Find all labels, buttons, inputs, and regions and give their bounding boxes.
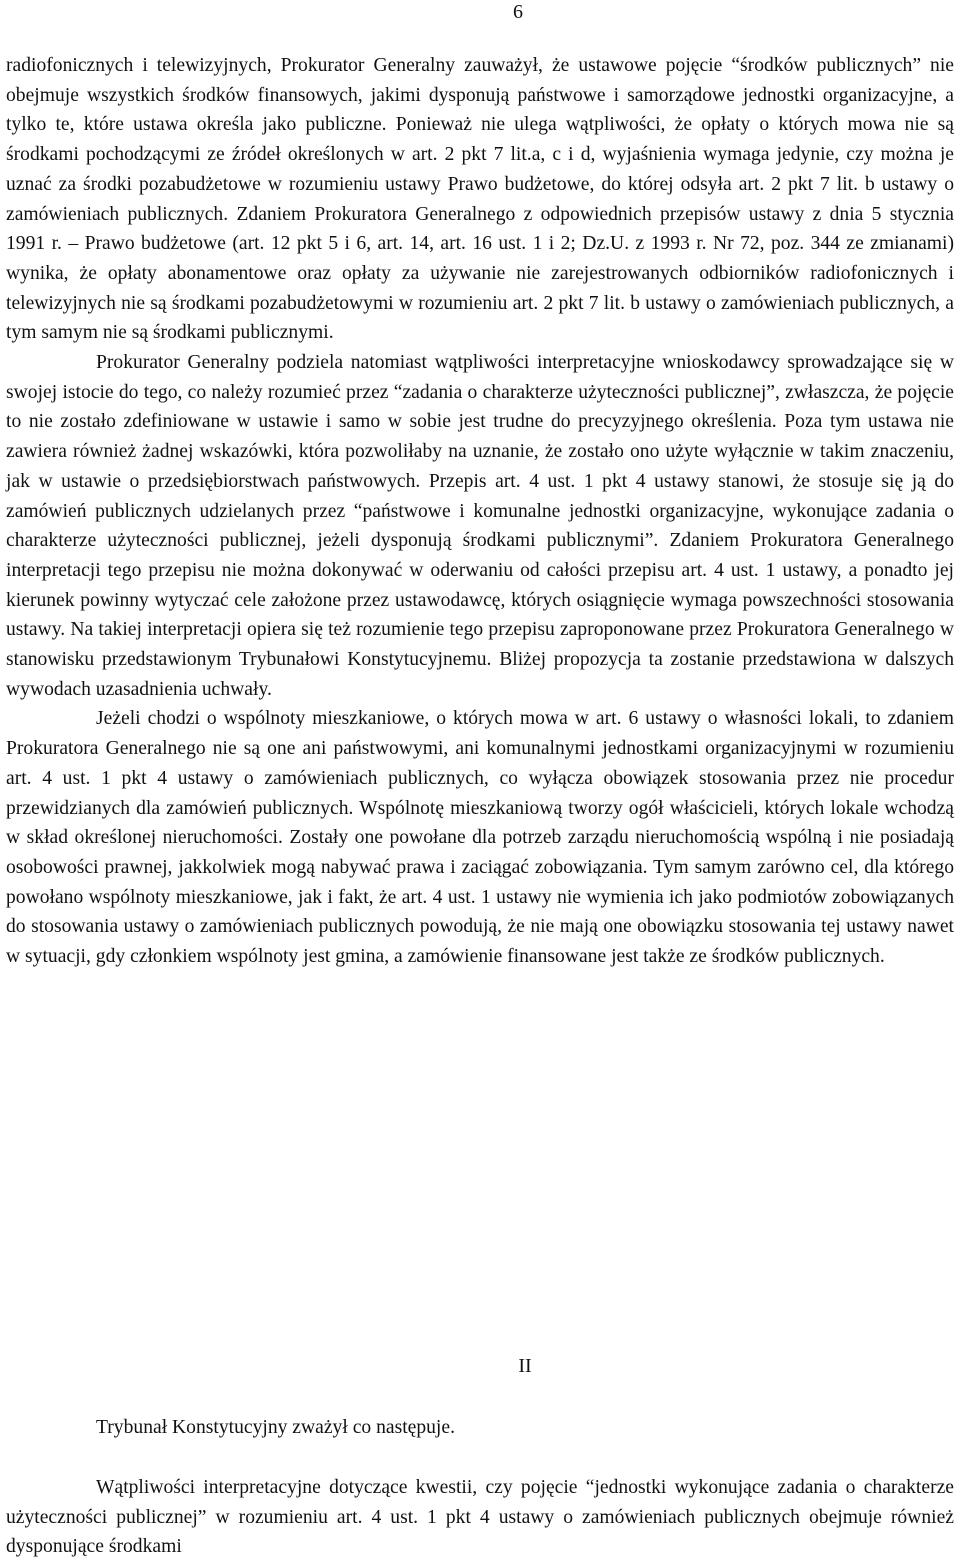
- document-body: [6, 51, 954, 972]
- section-heading: II: [518, 1355, 532, 1377]
- closing-section: [6, 1473, 954, 1562]
- paragraph-2: Prokurator Generalny podziela natomiast wątpliwości interpretacyjne wnioskodawcy sprowadzające się w swojej istocie do tego, co należy rozumieć przez “zadania o charakterze użyteczności publicznej”, zwłaszcza, że pojęcie to nie zostało zdefiniowane w ustawie i samo w sobie jest trudne do precyzyjnego określenia. Poza tym ustawa nie zawiera również żadnej wskazówki, która pozwoliłaby na uznanie, że zostało ono użyte wyłącznie w takim znaczeniu, jak w ustawie o przedsiębiorstwach państwowych. Przepis art. 4 ust. 1 pkt 4 ustawy stanowi, że stosuje się ją do zamówień publicznych udzielanych przez “państwowe i komunalne jednostki organizacyjne, wykonujące zadania o charakterze użyteczności publicznej, jeżeli dysponują środkami publicznymi”. Zdaniem Prokuratora Generalnego interpretacji tego przepisu nie można dokonywać w oderwaniu od całości przepisu art. 4 ust. 1 ustawy, a ponadto jej kierunek powinny wytyczać cele założone przez ustawodawcę, których osiągnięcie wymaga powszechności stosowania ustawy. Na takiej interpretacji opiera się też rozumienie tego przepisu zaproponowane przez Prokuratora Generalnego w stanowisku przedstawionym Trybunałowi Konstytucyjnemu. Bliżej propozycja ta zostanie przedstawiona w dalszych wywodach uzasadnienia uchwały.: [6, 352, 954, 700]
- tribunal-statement: Trybunał Konstytucyjny zważył co następuje.: [96, 1417, 455, 1438]
- paragraph-1: radiofonicznych i telewizyjnych, Prokurator Generalny zauważył, że ustawowe pojęcie “środków publicznych” nie obejmuje wszystkich środków finansowych, jakimi dysponują państwowe i samorządowe jednostki organizacyjne, a tylko te, które ustawa określa jako publiczne. Ponieważ nie ulega wątpliwości, że opłaty o których mowa nie są środkami pochodzącymi ze źródeł określonych w art. 2 pkt 7 lit.a, c i d, wyjaśnienia wymaga jedynie, czy można je uznać za środki pozabudżetowe w rozumieniu ustawy Prawo budżetowe, do której odsyła art. 2 pkt 7 lit. b ustawy o zamówieniach publicznych. Zdaniem Prokuratora Generalnego z odpowiednich przepisów ustawy z dnia 5 stycznia 1991 r. – Prawo budżetowe (art. 12 pkt 5 i 6, art. 14, art. 16 ust. 1 i 2; Dz.U. z 1993 r. Nr 72, poz. 344 ze zmianami) wynika, że opłaty abonamentowe oraz opłaty za używanie nie zarejestrowanych odbiorników radiofonicznych i telewizyjnych nie są środkami pozabudżetowymi w rozumieniu art. 2 pkt 7 lit. b ustawy o zamówieniach publicznych, a tym samym nie są środkami publicznymi.: [6, 55, 954, 344]
- closing-paragraph: Wątpliwości interpretacyjne dotyczące kwestii, czy pojęcie “jednostki wykonujące zadania o charakterze użyteczności publicznej” w rozumieniu art. 4 ust. 1 pkt 4 ustawy o zamówieniach publicznych obejmuje również dysponujące środkami: [6, 1477, 954, 1558]
- paragraph-3: Jeżeli chodzi o wspólnoty mieszkaniowe, o których mowa w art. 6 ustawy o własności lokali, to zdaniem Prokuratora Generalnego nie są one ani państwowymi, ani komunalnymi jednostkami organizacyjnymi w rozumieniu art. 4 ust. 1 pkt 4 ustawy o zamówieniach publicznych, co wyłącza obowiązek stosowania przez nie procedur przewidzianych dla zamówień publicznych. Wspólnotę mieszkaniową tworzy ogół właścicieli, których lokale wchodzą w skład określonej nieruchomości. Zostały one powołane dla potrzeb zarządu nieruchomością wspólną i nie posiadają osobowości prawnej, jakkolwiek mogą nabywać prawa i zaciągać zobowiązania. Tym samym zarówno cel, dla którego powołano wspólnoty mieszkaniowe, jak i fakt, że art. 4 ust. 1 ustawy nie wymienia ich jako podmiotów zobowiązanych do stosowania ustawy o zamówieniach publicznych powodują, że nie mają one obowiązku stosowania tej ustawy nawet w sytuacji, gdy członkiem wspólnoty jest gmina, a zamówienie finansowane jest także ze środków publicznych.: [6, 708, 954, 968]
- page-number: 6: [513, 1, 523, 23]
